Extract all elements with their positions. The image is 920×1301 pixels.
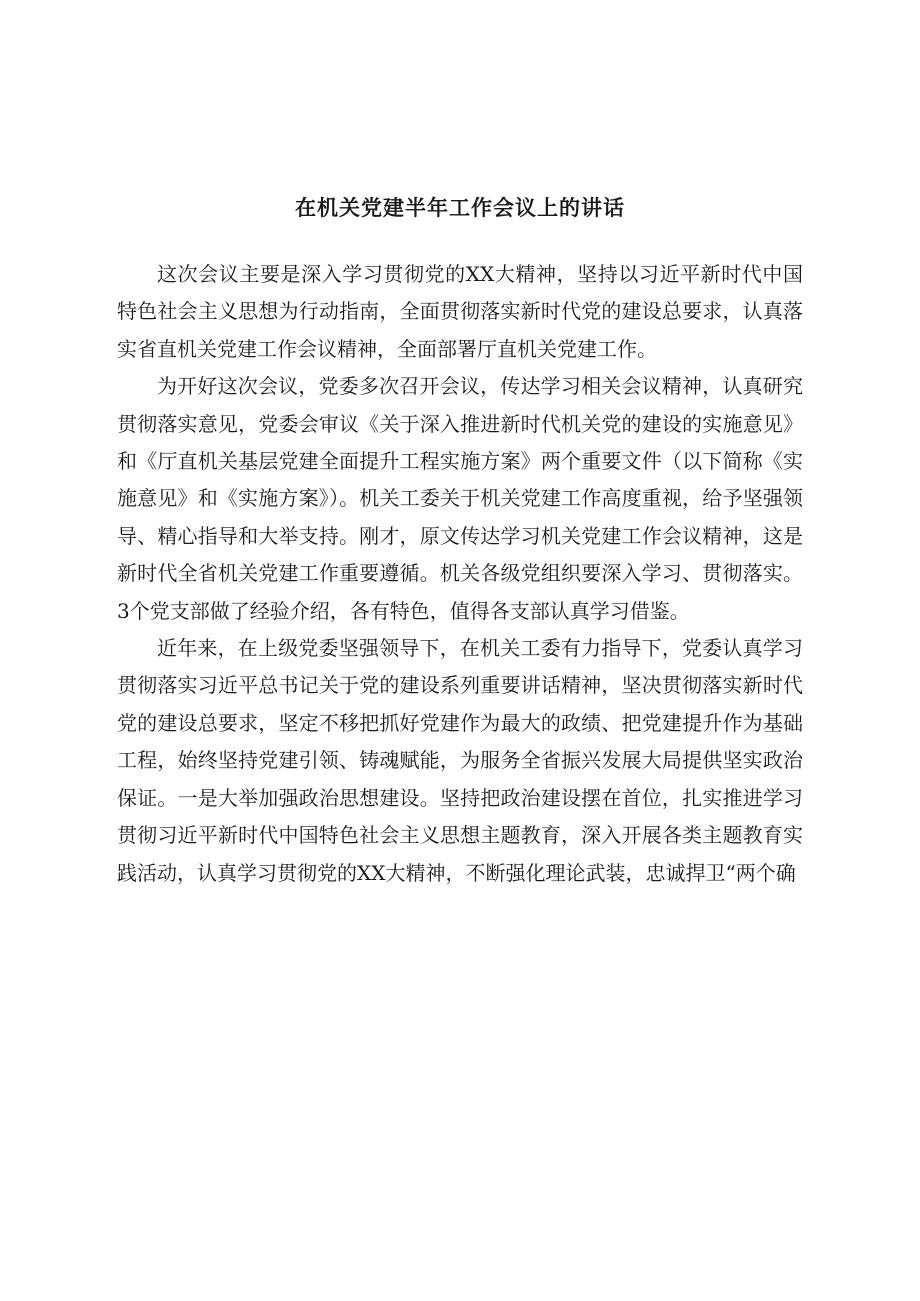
paragraph: 为开好这次会议，党委多次召开会议，传达学习相关会议精神，认真研究贯彻落实意见，党委会审议《关于深入推进新时代机关党的建设的实施意见》和《厅直机关基层党建全面提升工程实施方案》两个重要文件（以下简称《实施意见》和《实施方案》）。机关工委关于机关党建工作高度重视，给予坚强领导、精心指导和大举支持。刚才，原文传达学习机关党建工作会议精神，这是新时代全省机关党建工作重要遵循。机关各级党组织要深入学习、贯彻落实。3个党支部做了经验介绍，各有特色，值得各支部认真学习借鉴。 — [117, 374, 803, 623]
document-body — [117, 256, 803, 892]
paragraph: 近年来，在上级党委坚强领导下，在机关工委有力指导下，党委认真学习贯彻落实习近平总书记关于党的建设系列重要讲话精神，坚决贯彻落实新时代党的建设总要求，坚定不移把抓好党建作为最大的政绩、把党建提升作为基础工程，始终坚持党建引领、铸魂赋能，为服务全省振兴发展大局提供坚实政治保证。一是大举加强政治思想建设。坚持把政治建设摆在首位，扎实推进学习贯彻习近平新时代中国特色社会主义思想主题教育，深入开展各类主题教育实践活动，认真学习贯彻党的XX大精神，不断强化理论武装，忠诚捍卫“两个确 — [117, 636, 803, 885]
paragraph: 这次会议主要是深入学习贯彻党的XX大精神，坚持以习近平新时代中国特色社会主义思想为行动指南，全面贯彻落实新时代党的建设总要求，认真落实省直机关党建工作会议精神，全面部署厅直机关党建工作。 — [117, 262, 803, 361]
document-title: 在机关党建半年工作会议上的讲话 — [295, 196, 625, 220]
